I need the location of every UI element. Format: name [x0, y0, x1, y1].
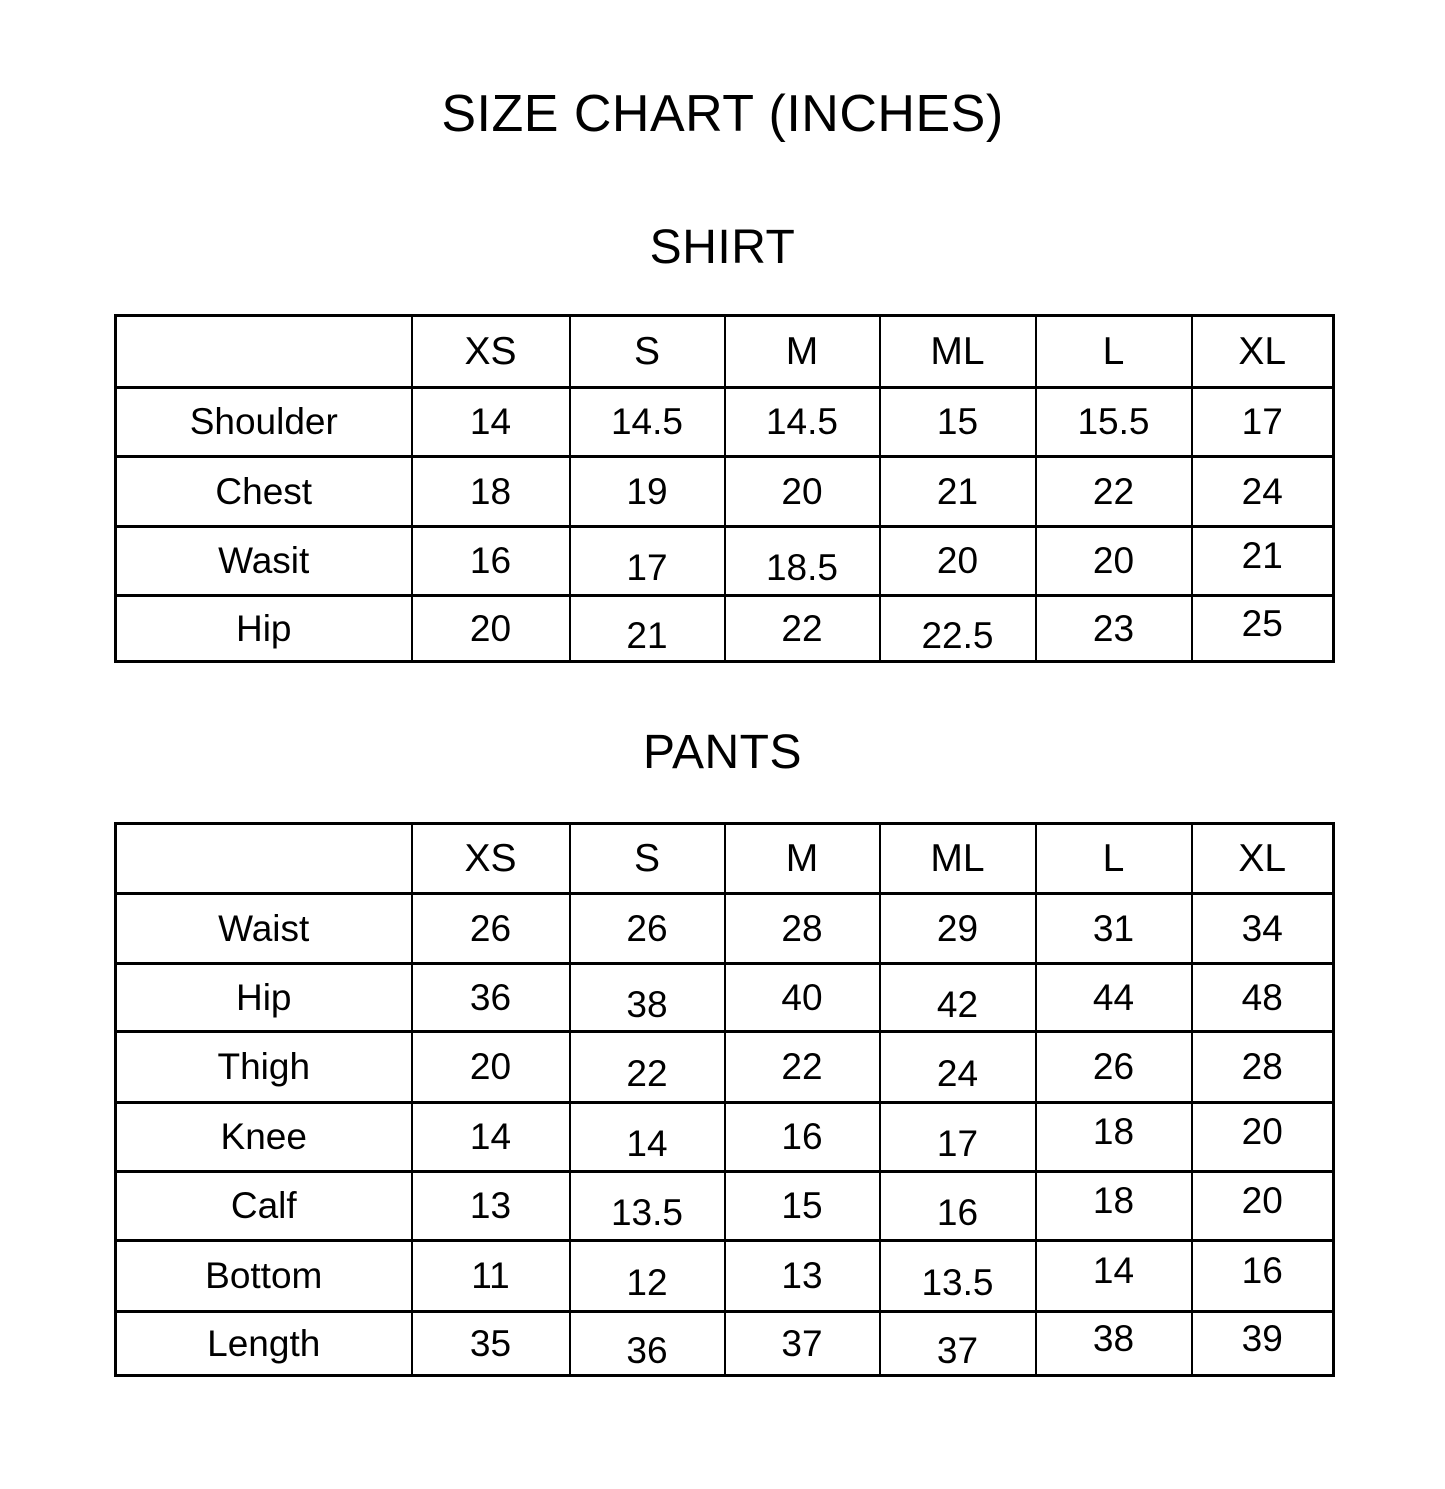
value-cell: 21: [880, 457, 1036, 527]
size-header-l: L: [1036, 824, 1192, 894]
row-label: Waist: [116, 894, 412, 964]
table-row-thigh: [116, 1032, 1334, 1103]
row-label: Knee: [116, 1103, 412, 1172]
value-cell: 38: [570, 964, 725, 1032]
value-cell: 28: [725, 894, 880, 964]
value-cell: 13: [412, 1172, 570, 1241]
value-cell: 24: [880, 1032, 1036, 1103]
size-header-xl: XL: [1192, 316, 1334, 388]
value-cell: 20: [1036, 527, 1192, 596]
value-cell: 13.5: [880, 1241, 1036, 1312]
value-cell: 22.5: [880, 596, 1036, 662]
value-cell: 12: [570, 1241, 725, 1312]
table-row-chest: [116, 457, 1334, 527]
value-cell: 20: [1192, 1172, 1334, 1241]
row-label: Wasit: [116, 527, 412, 596]
size-header-xs: XS: [412, 824, 570, 894]
pants-section-heading: PANTS: [643, 726, 802, 779]
size-header-ml: ML: [880, 824, 1036, 894]
size-header-m: M: [725, 316, 880, 388]
value-cell: 22: [725, 1032, 880, 1103]
corner-cell: [116, 316, 412, 388]
value-cell: 36: [570, 1312, 725, 1376]
value-cell: 14.5: [725, 388, 880, 457]
row-label: Bottom: [116, 1241, 412, 1312]
value-cell: 20: [1192, 1103, 1334, 1172]
table-row-calf: [116, 1172, 1334, 1241]
value-cell: 14.5: [570, 388, 725, 457]
table-row-length: [116, 1312, 1334, 1376]
value-cell: 14: [412, 1103, 570, 1172]
value-cell: 42: [880, 964, 1036, 1032]
value-cell: 25: [1192, 596, 1334, 662]
value-cell: 20: [880, 527, 1036, 596]
row-label: Calf: [116, 1172, 412, 1241]
shirt-section-heading: SHIRT: [649, 221, 796, 274]
value-cell: 13.5: [570, 1172, 725, 1241]
value-cell: 20: [725, 457, 880, 527]
value-cell: 18: [412, 457, 570, 527]
value-cell: 38: [1036, 1312, 1192, 1376]
value-cell: 20: [412, 596, 570, 662]
value-cell: 17: [570, 527, 725, 596]
value-cell: 14: [412, 388, 570, 457]
value-cell: 18.5: [725, 527, 880, 596]
size-header-xl: XL: [1192, 824, 1334, 894]
table-row-bottom: [116, 1241, 1334, 1312]
value-cell: 17: [1192, 388, 1334, 457]
table-row-waist: [116, 894, 1334, 964]
value-cell: 36: [412, 964, 570, 1032]
value-cell: 31: [1036, 894, 1192, 964]
value-cell: 26: [1036, 1032, 1192, 1103]
value-cell: 11: [412, 1241, 570, 1312]
row-label: Chest: [116, 457, 412, 527]
value-cell: 16: [725, 1103, 880, 1172]
value-cell: 13: [725, 1241, 880, 1312]
size-header-xs: XS: [412, 316, 570, 388]
pants-size-table: [114, 822, 1335, 1377]
row-label: Shoulder: [116, 388, 412, 457]
row-label: Hip: [116, 964, 412, 1032]
table-row-hip: [116, 596, 1334, 662]
value-cell: 15.5: [1036, 388, 1192, 457]
size-header-ml: ML: [880, 316, 1036, 388]
value-cell: 40: [725, 964, 880, 1032]
value-cell: 29: [880, 894, 1036, 964]
size-header-s: S: [570, 316, 725, 388]
table-row-hip: [116, 964, 1334, 1032]
table-row-knee: [116, 1103, 1334, 1172]
value-cell: 18: [1036, 1172, 1192, 1241]
value-cell: 21: [1192, 527, 1334, 596]
value-cell: 18: [1036, 1103, 1192, 1172]
value-cell: 22: [570, 1032, 725, 1103]
size-header-s: S: [570, 824, 725, 894]
table-row-wasit: [116, 527, 1334, 596]
corner-cell: [116, 824, 412, 894]
size-header-l: L: [1036, 316, 1192, 388]
value-cell: 15: [725, 1172, 880, 1241]
row-label: Thigh: [116, 1032, 412, 1103]
value-cell: 17: [880, 1103, 1036, 1172]
value-cell: 37: [880, 1312, 1036, 1376]
value-cell: 15: [880, 388, 1036, 457]
value-cell: 16: [880, 1172, 1036, 1241]
value-cell: 16: [1192, 1241, 1334, 1312]
size-header-m: M: [725, 824, 880, 894]
pants-header-row: [116, 824, 1334, 894]
value-cell: 34: [1192, 894, 1334, 964]
value-cell: 19: [570, 457, 725, 527]
value-cell: 20: [412, 1032, 570, 1103]
value-cell: 37: [725, 1312, 880, 1376]
value-cell: 35: [412, 1312, 570, 1376]
value-cell: 16: [412, 527, 570, 596]
value-cell: 14: [570, 1103, 725, 1172]
value-cell: 23: [1036, 596, 1192, 662]
value-cell: 22: [1036, 457, 1192, 527]
value-cell: 48: [1192, 964, 1334, 1032]
shirt-header-row: [116, 316, 1334, 388]
row-label: Length: [116, 1312, 412, 1376]
value-cell: 28: [1192, 1032, 1334, 1103]
value-cell: 44: [1036, 964, 1192, 1032]
value-cell: 24: [1192, 457, 1334, 527]
value-cell: 26: [412, 894, 570, 964]
table-row-shoulder: [116, 388, 1334, 457]
value-cell: 26: [570, 894, 725, 964]
shirt-size-table: [114, 314, 1335, 663]
value-cell: 21: [570, 596, 725, 662]
value-cell: 14: [1036, 1241, 1192, 1312]
value-cell: 39: [1192, 1312, 1334, 1376]
page-title: SIZE CHART (INCHES): [441, 85, 1004, 143]
value-cell: 22: [725, 596, 880, 662]
row-label: Hip: [116, 596, 412, 662]
